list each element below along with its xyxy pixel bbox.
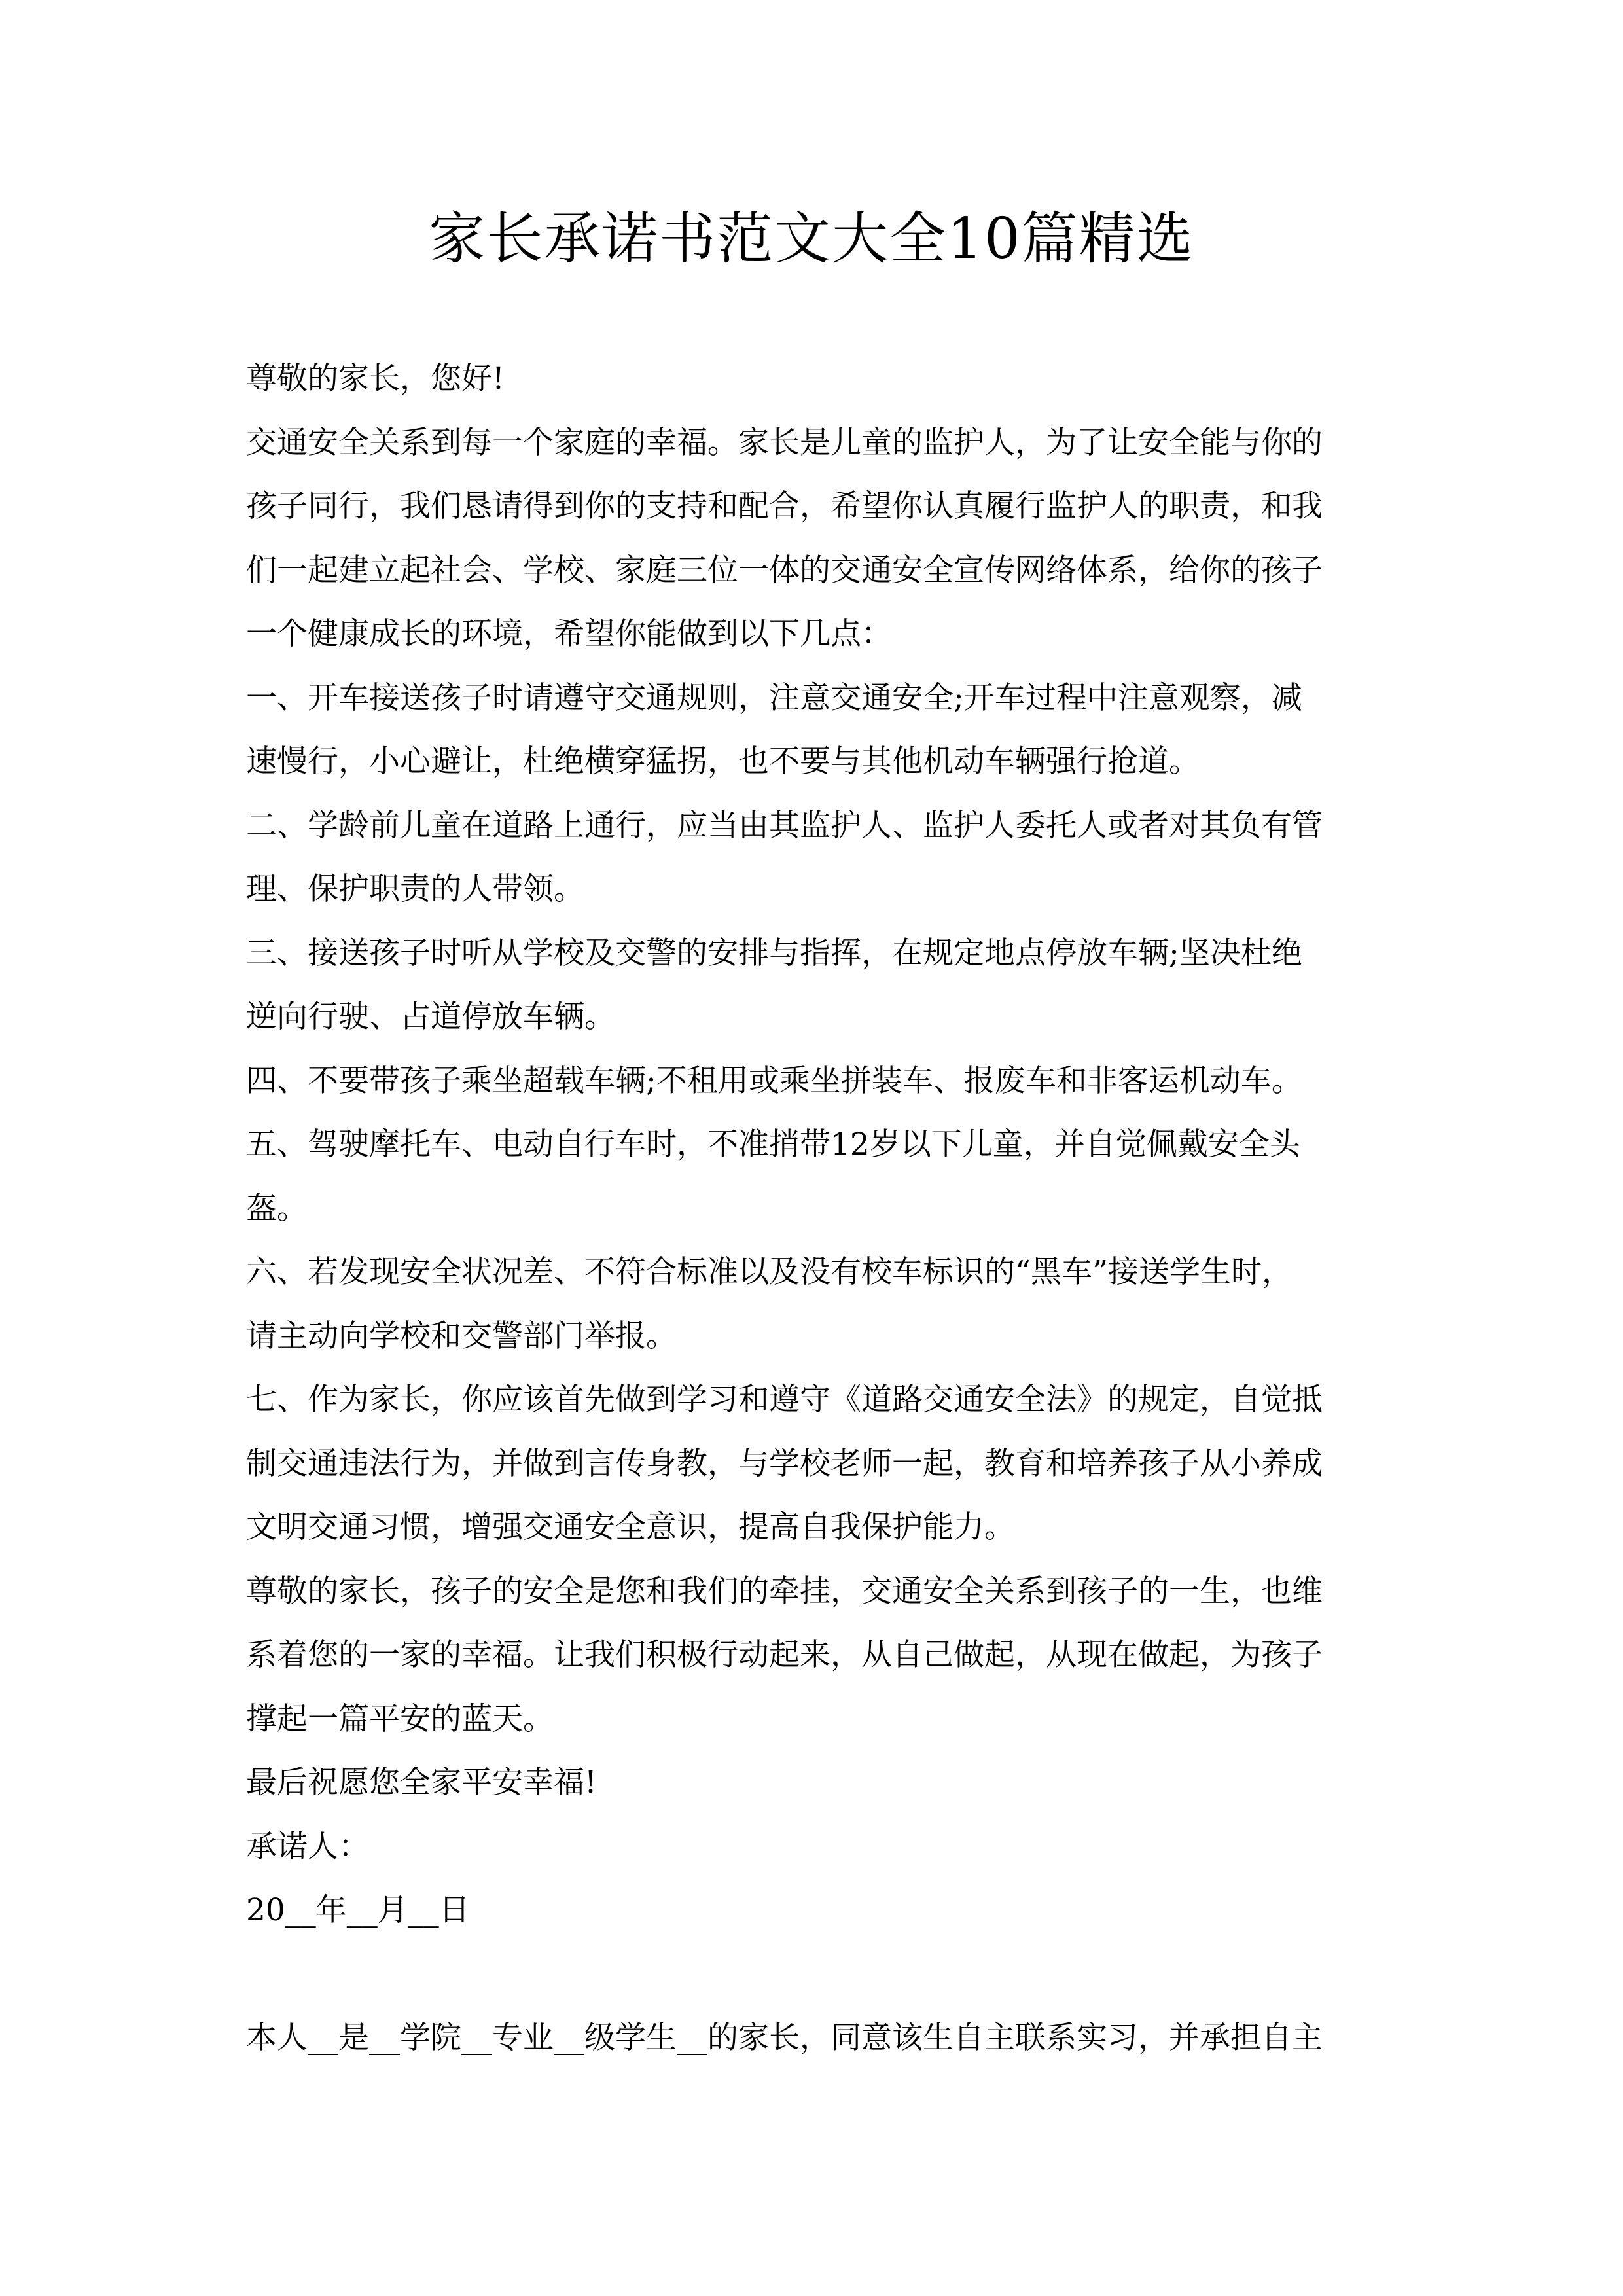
rule-item-7-line: 文明交通习惯，增强交通安全意识，提高自我保护能力。: [246, 1509, 1015, 1545]
rule-item-5-line: 盔。: [246, 1190, 308, 1227]
rule-item-3-line: 三、接送孩子时听从学校及交警的安排与指挥，在规定地点停放车辆;坚决杜绝: [246, 935, 1302, 971]
rule-item-7-line: 制交通违法行为，并做到言传身教，与学校老师一起，教育和培养孩子从小养成: [246, 1445, 1323, 1482]
document-title: 家长承诺书范文大全10篇精选: [429, 206, 1194, 272]
document-body: [246, 347, 1385, 2070]
closing-paragraph-line: 撑起一篇平安的蓝天。: [246, 1700, 554, 1737]
rule-item-7-line: 七、作为家长，你应该首先做到学习和遵守《道路交通安全法》的规定，自觉抵: [246, 1382, 1323, 1418]
closing-paragraph-line: 尊敬的家长，孩子的安全是您和我们的牵挂，交通安全关系到孩子的一生，也维: [246, 1573, 1323, 1609]
paragraph-line: 一个健康成长的环境，希望你能做到以下几点：: [246, 616, 892, 652]
rule-item-4-line: 四、不要带孩子乘坐超载车辆;不租用或乘坐拼装车、报废车和非客运机动车。: [246, 1062, 1302, 1099]
paragraph-line: 们一起建立起社会、学校、家庭三位一体的交通安全宣传网络体系，给你的孩子: [246, 552, 1323, 588]
signer-label: 承诺人：: [246, 1828, 369, 1865]
date-line: 20__年__月__日: [246, 1892, 470, 1928]
second-section-line: 本人__是__学院__专业__级学生__的家长，同意该生自主联系实习，并承担自主: [246, 2020, 1323, 2056]
rule-item-2-line: 理、保护职责的人带领。: [246, 871, 584, 907]
paragraph-line: 孩子同行，我们恳请得到你的支持和配合，希望你认真履行监护人的职责，和我: [246, 488, 1323, 524]
paragraph-line: 交通安全关系到每一个家庭的幸福。家长是儿童的监护人，为了让安全能与你的: [246, 424, 1323, 461]
blessing-line: 最后祝愿您全家平安幸福!: [246, 1765, 597, 1801]
section-gap: [246, 1943, 1385, 2007]
rule-item-6-line: 请主动向学校和交警部门举报。: [246, 1318, 677, 1354]
rule-item-2-line: 二、学龄前儿童在道路上通行，应当由其监护人、监护人委托人或者对其负有管: [246, 807, 1323, 844]
rule-item-3-line: 逆向行驶、占道停放车辆。: [246, 999, 615, 1035]
closing-paragraph-line: 系着您的一家的幸福。让我们积极行动起来，从自己做起，从现在做起，为孩子: [246, 1637, 1323, 1673]
rule-item-5-line: 五、驾驶摩托车、电动自行车时，不准捎带12岁以下儿童，并自觉佩戴安全头: [246, 1126, 1300, 1162]
rule-item-1-line: 一、开车接送孩子时请遵守交通规则，注意交通安全;开车过程中注意观察，减: [246, 679, 1302, 716]
greeting-line: 尊敬的家长，您好!: [246, 361, 505, 397]
rule-item-1-line: 速慢行，小心避让，杜绝横穿猛拐，也不要与其他机动车辆强行抢道。: [246, 744, 1200, 780]
rule-item-6-line: 六、若发现安全状况差、不符合标准以及没有校车标识的“黑车”接送学生时，: [246, 1254, 1293, 1290]
